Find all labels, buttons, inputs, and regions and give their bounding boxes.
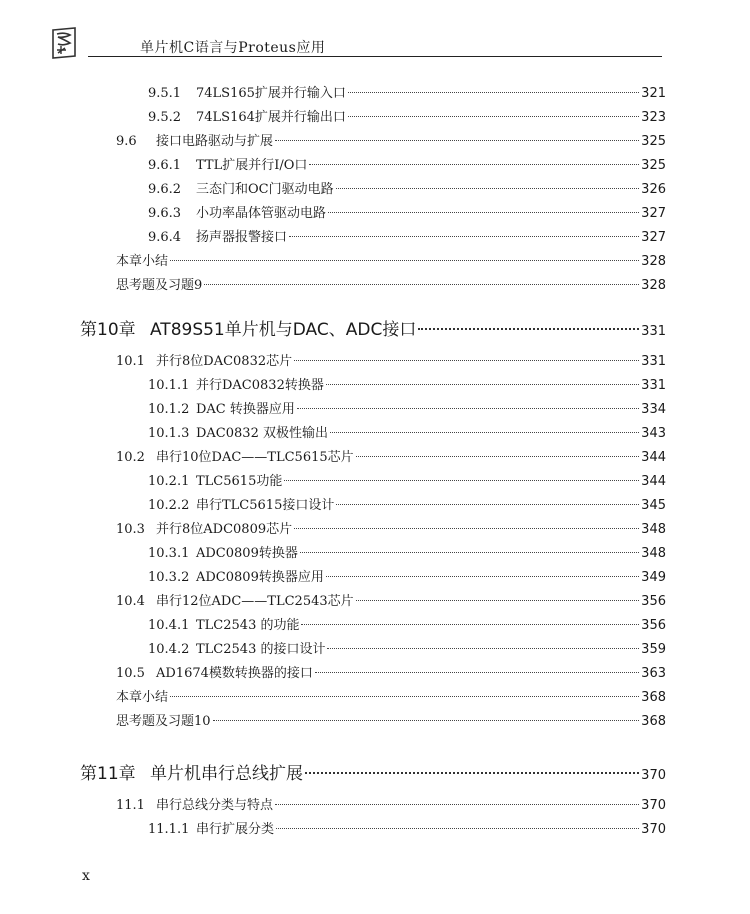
toc-entry-title: 本章小结 xyxy=(116,254,169,269)
toc-entry-title: 扬声器报警接口 xyxy=(196,230,288,245)
dot-leader xyxy=(284,480,639,481)
toc-entry[interactable] xyxy=(116,664,666,684)
toc-entry-title: 串行扩展分类 xyxy=(196,822,275,837)
toc-entry-title: DAC0832 双极性输出 xyxy=(196,426,328,441)
toc-entry-page: 356 xyxy=(641,618,666,633)
toc-entry-page: 370 xyxy=(641,822,666,837)
dot-leader xyxy=(289,236,639,237)
toc-entry-number: 第10章 xyxy=(80,320,136,340)
dot-leader xyxy=(336,504,639,505)
toc-entry-page: 348 xyxy=(641,522,666,537)
toc-entry-title: 三态门和OC门驱动电路 xyxy=(196,182,334,197)
toc-entry-number: 10.4 xyxy=(116,594,145,609)
toc-entry-page: 368 xyxy=(641,714,666,729)
toc-entry-page: 345 xyxy=(641,498,666,513)
toc-entry-title: 并行8位ADC0809芯片 xyxy=(156,522,293,537)
page-number: x xyxy=(82,868,90,884)
toc-entry-number: 9.6.2 xyxy=(148,182,182,197)
dot-leader xyxy=(327,648,639,649)
toc-entry-number: 10.1.2 xyxy=(148,402,190,417)
toc-entry-page: 344 xyxy=(641,450,666,465)
toc-entry-page: 370 xyxy=(641,768,666,783)
toc-entry-title: 串行12位ADC——TLC2543芯片 xyxy=(156,594,354,609)
toc-entry-title: 接口电路驱动与扩展 xyxy=(156,134,274,149)
dot-leader xyxy=(356,600,640,601)
running-header-title: 单片机C语言与Proteus应用 xyxy=(140,40,326,56)
dot-leader xyxy=(275,804,639,805)
toc-entry-number: 10.4.2 xyxy=(148,642,190,657)
dot-leader xyxy=(276,828,639,829)
toc-entry-page: 325 xyxy=(641,134,666,149)
toc-entry[interactable] xyxy=(116,352,666,372)
toc-entry-title: TLC2543 的功能 xyxy=(196,618,300,633)
toc-entry[interactable] xyxy=(116,796,666,816)
dot-leader xyxy=(305,772,639,774)
toc-entry-page: 328 xyxy=(641,278,666,293)
toc-entry[interactable] xyxy=(148,376,666,396)
toc-entry[interactable] xyxy=(148,544,666,564)
toc-entry[interactable] xyxy=(148,472,666,492)
toc-entry-title: TLC2543 的接口设计 xyxy=(196,642,326,657)
toc-entry-number: 第11章 xyxy=(80,764,136,784)
toc-entry-number: 10.1 xyxy=(116,354,145,369)
toc-entry[interactable] xyxy=(116,252,666,272)
dot-leader xyxy=(170,260,639,261)
toc-entry[interactable] xyxy=(148,156,666,176)
toc-entry-page: 327 xyxy=(641,230,666,245)
toc-entry-number: 10.1.1 xyxy=(148,378,190,393)
toc-entry-page: 348 xyxy=(641,546,666,561)
toc-entry-title: 思考题及习题10 xyxy=(116,714,211,729)
dot-leader xyxy=(356,456,640,457)
dot-leader xyxy=(348,116,639,117)
toc-entry-page: 321 xyxy=(641,86,666,101)
toc-entry-page: 331 xyxy=(641,324,666,339)
toc-entry[interactable] xyxy=(148,228,666,248)
toc-entry-number: 10.3.1 xyxy=(148,546,190,561)
toc-entry[interactable] xyxy=(116,688,666,708)
dot-leader xyxy=(326,576,639,577)
toc-entry[interactable] xyxy=(148,400,666,420)
toc-entry-number: 10.3 xyxy=(116,522,145,537)
dot-leader xyxy=(275,140,639,141)
toc-entry-title: 思考题及习题9 xyxy=(116,278,203,293)
toc-entry[interactable] xyxy=(116,712,666,732)
toc-entry-title: 串行总线分类与特点 xyxy=(156,798,274,813)
dot-leader xyxy=(330,432,639,433)
toc-entry-number: 10.3.2 xyxy=(148,570,190,585)
toc-entry[interactable] xyxy=(148,640,666,660)
toc-entry-page: 363 xyxy=(641,666,666,681)
toc-entry-page: 331 xyxy=(641,354,666,369)
toc-entry-page: 343 xyxy=(641,426,666,441)
toc-entry-title: 74LS165扩展并行输入口 xyxy=(196,86,346,101)
toc-entry[interactable] xyxy=(116,448,666,468)
toc-entry-number: 10.2 xyxy=(116,450,145,465)
dot-leader xyxy=(294,360,639,361)
dot-leader xyxy=(418,328,639,330)
toc-entry-title: TLC5615功能 xyxy=(196,474,283,489)
toc-entry-number: 10.5 xyxy=(116,666,145,681)
toc-entry-title: 并行8位DAC0832芯片 xyxy=(156,354,293,369)
toc-entry-title: DAC 转换器应用 xyxy=(196,402,295,417)
toc-entry-title: 串行TLC5615接口设计 xyxy=(196,498,335,513)
toc-entry-page: 349 xyxy=(641,570,666,585)
toc-entry-number: 11.1.1 xyxy=(148,822,190,837)
toc-entry[interactable] xyxy=(148,616,666,636)
toc-entry-number: 9.6.3 xyxy=(148,206,182,221)
toc-entry[interactable] xyxy=(148,180,666,200)
toc-entry-number: 10.1.3 xyxy=(148,426,190,441)
toc-entry[interactable] xyxy=(116,520,666,540)
toc-entry[interactable] xyxy=(116,592,666,612)
dot-leader xyxy=(204,284,639,285)
page-header xyxy=(0,0,750,70)
toc-entry[interactable] xyxy=(148,84,666,104)
dot-leader xyxy=(300,552,639,553)
toc-entry-number: 9.6 xyxy=(116,134,137,149)
toc-entry[interactable] xyxy=(148,496,666,516)
toc-entry-number: 10.2.1 xyxy=(148,474,190,489)
dot-leader xyxy=(326,384,639,385)
toc-entry[interactable] xyxy=(148,820,666,840)
toc-entry-page: 327 xyxy=(641,206,666,221)
toc-entry-number: 9.6.1 xyxy=(148,158,182,173)
dot-leader xyxy=(309,164,639,165)
toc-entry-page: 325 xyxy=(641,158,666,173)
dot-leader xyxy=(297,408,639,409)
toc-entry[interactable] xyxy=(148,424,666,444)
toc-entry[interactable] xyxy=(148,204,666,224)
toc-entry-title: AT89S51单片机与DAC、ADC接口 xyxy=(150,320,417,340)
toc-entry-page: 331 xyxy=(641,378,666,393)
dot-leader xyxy=(294,528,639,529)
toc-entry-page: 344 xyxy=(641,474,666,489)
dot-leader xyxy=(328,212,639,213)
toc-entry-title: 74LS164扩展并行输出口 xyxy=(196,110,346,125)
toc-entry[interactable] xyxy=(148,108,666,128)
toc-entry-page: 370 xyxy=(641,798,666,813)
toc-entry-number: 9.5.2 xyxy=(148,110,182,125)
dot-leader xyxy=(348,92,639,93)
toc-entry-title: 并行DAC0832转换器 xyxy=(196,378,324,393)
toc-entry-title: 单片机串行总线扩展 xyxy=(150,764,303,784)
toc-entry-title: 本章小结 xyxy=(116,690,169,705)
toc-entry-number: 9.5.1 xyxy=(148,86,182,101)
toc-entry[interactable] xyxy=(116,132,666,152)
toc-entry-page: 323 xyxy=(641,110,666,125)
dot-leader xyxy=(213,720,640,721)
toc-entry-page: 334 xyxy=(641,402,666,417)
book-logo-icon xyxy=(50,26,78,60)
toc-chapter-entry[interactable] xyxy=(80,320,666,342)
toc-entry-number: 10.2.2 xyxy=(148,498,190,513)
toc-entry-page: 368 xyxy=(641,690,666,705)
toc-entry-page: 326 xyxy=(641,182,666,197)
toc-chapter-entry[interactable] xyxy=(80,764,666,786)
toc-entry-page: 328 xyxy=(641,254,666,269)
toc-entry-title: ADC0809转换器应用 xyxy=(196,570,324,585)
toc-entry-number: 11.1 xyxy=(116,798,145,813)
toc-entry-page: 356 xyxy=(641,594,666,609)
toc-entry-title: 小功率晶体管驱动电路 xyxy=(196,206,327,221)
header-rule xyxy=(88,56,662,57)
dot-leader xyxy=(301,624,639,625)
toc-entry-page: 359 xyxy=(641,642,666,657)
toc-entry-title: TTL扩展并行I/O口 xyxy=(196,158,308,173)
toc-entry[interactable] xyxy=(148,568,666,588)
toc-entry-title: 串行10位DAC——TLC5615芯片 xyxy=(156,450,354,465)
toc-entry[interactable] xyxy=(116,276,666,296)
dot-leader xyxy=(315,672,639,673)
dot-leader xyxy=(336,188,640,189)
toc-entry-number: 9.6.4 xyxy=(148,230,182,245)
toc-entry-title: ADC0809转换器 xyxy=(196,546,298,561)
dot-leader xyxy=(170,696,639,697)
toc-entry-number: 10.4.1 xyxy=(148,618,190,633)
toc-entry-title: AD1674模数转换器的接口 xyxy=(156,666,313,681)
